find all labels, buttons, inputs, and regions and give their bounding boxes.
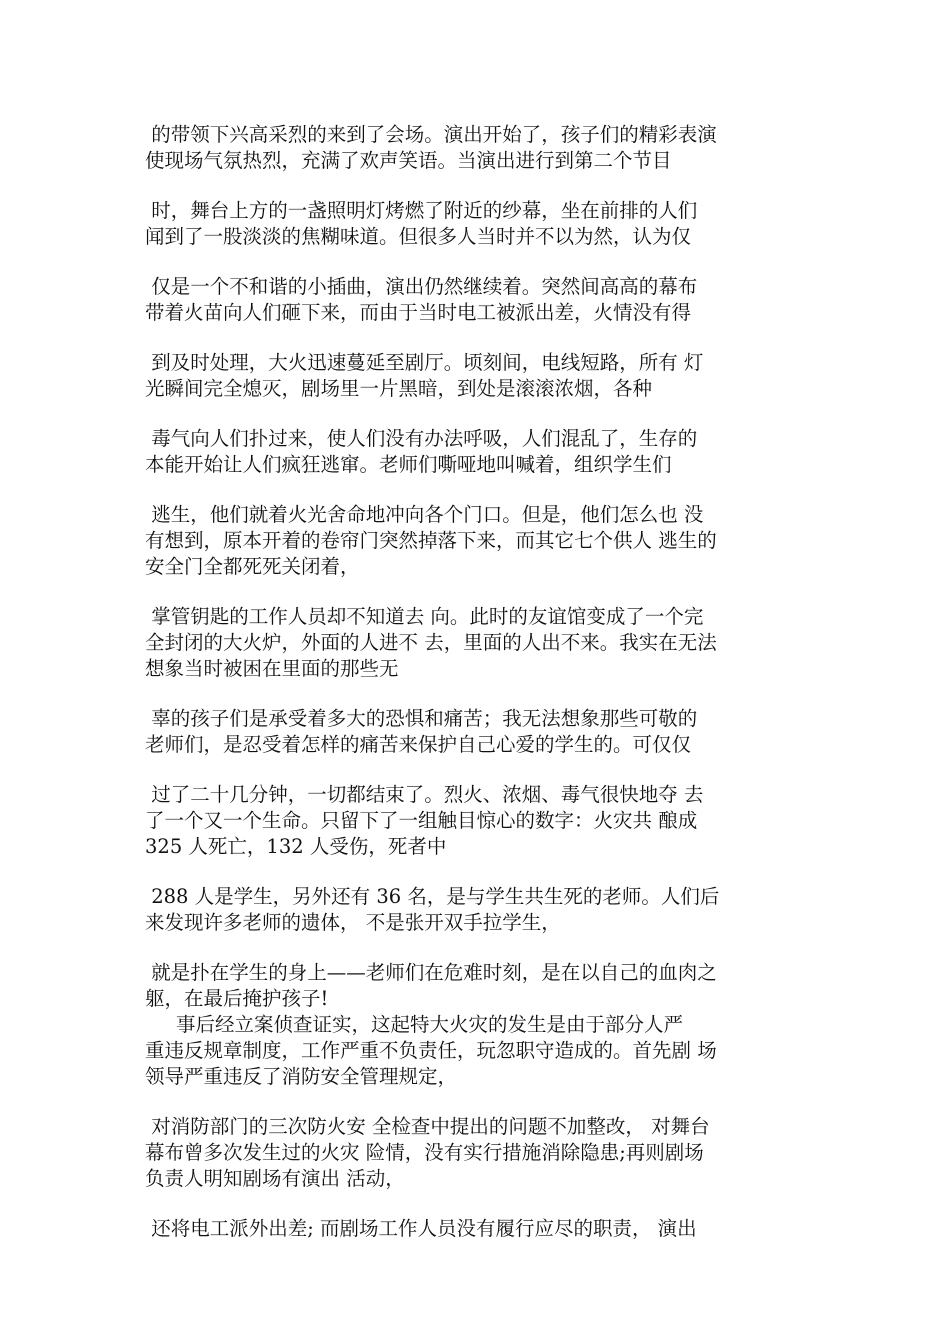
paragraph [145, 782, 815, 860]
paragraph [145, 1012, 815, 1090]
text-line: 闻到了一股淡淡的焦糊味道。但很多人当时并不以为然，认为仅 [145, 225, 692, 248]
text-line: 躯，在最后掩护孩子! [145, 987, 329, 1010]
text-line: 光瞬间完全熄灭，剧场里一片黑暗，到处是滚滚浓烟，各种 [145, 377, 653, 400]
paragraph [145, 884, 815, 936]
text-line: 的带领下兴高采烈的来到了会场。演出开始了，孩子们的精彩表演 [145, 123, 717, 146]
text-line: 就是扑在学生的身上——老师们在危难时刻，是在以自己的血肉之 [145, 961, 717, 984]
paragraph [145, 122, 815, 174]
paragraph [145, 502, 815, 580]
text-line: 带着火苗向人们砸下来，而由于当时电工被派出差，火情没有得 [145, 301, 692, 324]
text-line: 全封闭的大火炉，外面的人进不 去，里面的人出不来。我实在无法 [145, 631, 717, 654]
paragraph [145, 350, 815, 402]
text-line: 事后经立案侦查证实，这起特大火灾的发生是由于部分人严 [145, 1013, 683, 1036]
paragraph [145, 706, 815, 758]
text-line: 使现场气氛热烈，充满了欢声笑语。当演出进行到第二个节目 [145, 149, 672, 172]
paragraph [145, 960, 815, 1012]
text-line: 仅是一个不和谐的小插曲，演出仍然继续着。突然间高高的幕布 [145, 275, 698, 298]
paragraph [145, 198, 815, 250]
text-line: 逃生，他们就着火光舍命地冲向各个门口。但是，他们怎么也 没 [145, 503, 704, 526]
text-line: 有想到，原本开着的卷帘门突然掉落下来，而其它七个供人 逃生的 [145, 529, 717, 552]
text-line: 重违反规章制度，工作严重不负责任，玩忽职守造成的。首先剧 场 [145, 1039, 717, 1062]
text-line: 325 人死亡，132 人受伤，死者中 [145, 835, 447, 858]
paragraph [145, 1216, 815, 1242]
text-line: 想象当时被困在里面的那些无 [145, 657, 399, 680]
text-line: 负责人明知剧场有演出 活动， [145, 1167, 405, 1190]
text-line: 安全门全都死死关闭着， [145, 555, 360, 578]
text-line: 还将电工派外出差; 而剧场工作人员没有履行应尽的职责， 演出 [145, 1217, 697, 1240]
text-line: 对消防部门的三次防火安 全检查中提出的问题不加整改， 对舞台 [145, 1115, 710, 1138]
text-line: 288 人是学生，另外还有 36 名，是与学生共生死的老师。人们后 [145, 885, 720, 908]
text-line: 毒气向人们扑过来，使人们没有办法呼吸，人们混乱了，生存的 [145, 427, 698, 450]
text-line: 辜的孩子们是承受着多大的恐惧和痛苦；我无法想象那些可敬的 [145, 707, 698, 730]
text-line: 了一个又一个生命。只留下了一组触目惊心的数字：火灾共 酿成 [145, 809, 698, 832]
text-line: 过了二十几分钟，一切都结束了。烈火、浓烟、毒气很快地夺 去 [145, 783, 704, 806]
text-line: 来发现许多老师的遗体， 不是张开双手拉学生， [145, 911, 561, 934]
text-line: 掌管钥匙的工作人员却不知道去 向。此时的友谊馆变成了一个完 [145, 605, 704, 628]
paragraph [145, 426, 815, 478]
text-line: 本能开始让人们疯狂逃窜。老师们嘶哑地叫喊着，组织学生们 [145, 453, 672, 476]
paragraph [145, 274, 815, 326]
text-line: 幕布曾多次发生过的火灾 险情，没有实行措施消除隐患;再则剧场 [145, 1141, 704, 1164]
paragraph [145, 1114, 815, 1192]
text-line: 领导严重违反了消防安全管理规定， [145, 1065, 458, 1088]
paragraph [145, 604, 815, 682]
text-line: 时，舞台上方的一盏照明灯烤燃了附近的纱幕，坐在前排的人们 [145, 199, 698, 222]
text-line: 到及时处理，大火迅速蔓延至剧厅。顷刻间，电线短路，所有 灯 [145, 351, 704, 374]
text-line: 老师们，是忍受着怎样的痛苦来保护自己心爱的学生的。可仅仅 [145, 733, 692, 756]
document-body [145, 122, 815, 1266]
